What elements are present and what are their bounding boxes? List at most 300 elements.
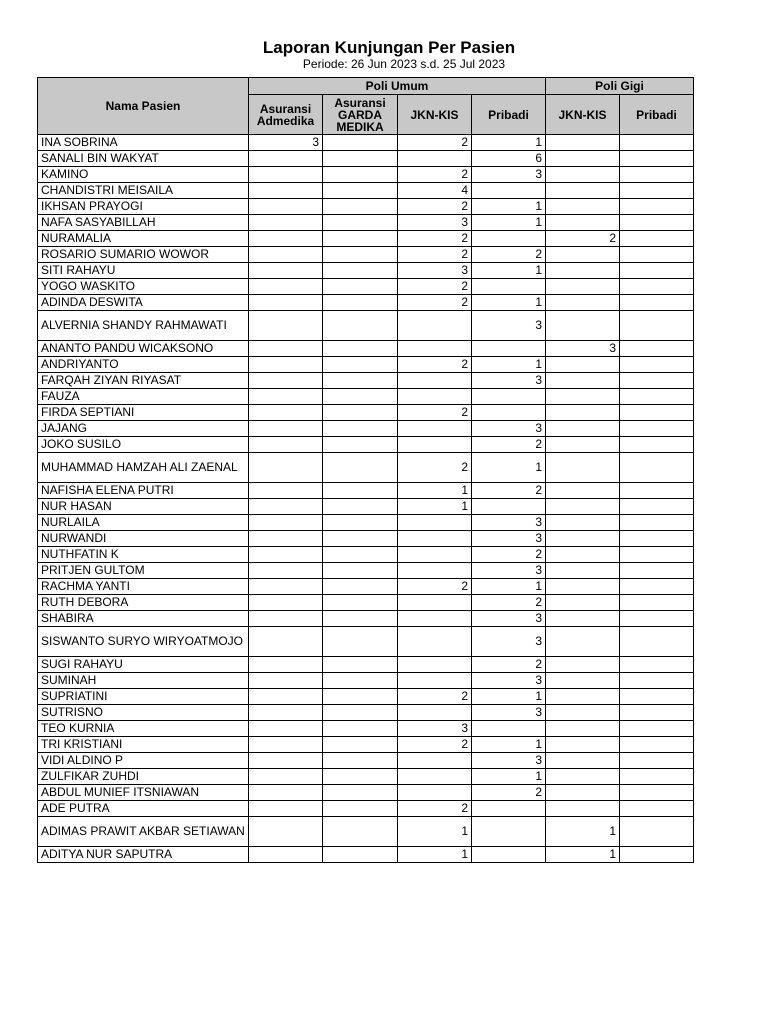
visit-count-cell (323, 311, 398, 341)
group-header-poli-umum: Poli Umum (249, 78, 546, 95)
visit-count-cell (620, 231, 694, 247)
visit-count-cell (546, 167, 620, 183)
visit-count-cell (620, 721, 694, 737)
patient-name-cell: TRI KRISTIANI (38, 737, 249, 753)
patient-name-cell: ZULFIKAR ZUHDI (38, 769, 249, 785)
visit-count-cell: 3 (398, 721, 472, 737)
patient-name-cell: FAUZA (38, 389, 249, 405)
visit-count-cell (472, 499, 546, 515)
visit-count-cell (398, 657, 472, 673)
visit-count-cell (323, 769, 398, 785)
visit-count-cell (249, 737, 323, 753)
visit-count-cell (249, 421, 323, 437)
visit-count-cell (398, 595, 472, 611)
table-row (38, 453, 694, 483)
visit-count-cell (620, 405, 694, 421)
table-row (38, 135, 694, 151)
visit-count-cell (620, 673, 694, 689)
visit-count-cell: 2 (398, 199, 472, 215)
visit-count-cell (620, 151, 694, 167)
table-row (38, 785, 694, 801)
patient-name-cell: ADINDA DESWITA (38, 295, 249, 311)
column-header-umum-admedika: Asuransi Admedika (249, 95, 323, 135)
visit-count-cell (398, 421, 472, 437)
visit-count-cell (620, 847, 694, 863)
visit-count-cell (323, 341, 398, 357)
visit-count-cell (546, 531, 620, 547)
visit-count-cell (546, 563, 620, 579)
visit-count-cell (323, 785, 398, 801)
visit-count-cell: 1 (398, 847, 472, 863)
visit-count-cell (620, 199, 694, 215)
visit-count-cell (546, 689, 620, 705)
visit-count-cell (323, 515, 398, 531)
visit-count-cell (323, 673, 398, 689)
visit-count-cell (323, 689, 398, 705)
visit-count-cell: 3 (546, 341, 620, 357)
report-title: Laporan Kunjungan Per Pasien (262, 38, 516, 57)
visit-count-cell (620, 611, 694, 627)
visit-count-cell: 3 (472, 373, 546, 389)
table-row (38, 705, 694, 721)
table-row (38, 215, 694, 231)
visit-count-cell (323, 547, 398, 563)
table-row (38, 721, 694, 737)
visit-count-cell: 1 (472, 263, 546, 279)
visit-count-cell: 3 (472, 627, 546, 657)
visit-count-cell (546, 753, 620, 769)
visit-count-cell (323, 199, 398, 215)
visit-count-cell (398, 437, 472, 453)
visit-count-cell (620, 295, 694, 311)
table-row (38, 801, 694, 817)
patient-name-cell: KAMINO (38, 167, 249, 183)
visit-count-cell: 3 (398, 263, 472, 279)
table-row (38, 295, 694, 311)
visit-count-cell (323, 753, 398, 769)
visit-count-cell (546, 673, 620, 689)
patient-name-cell: NURWANDI (38, 531, 249, 547)
column-header-umum-pribadi: Pribadi (472, 95, 546, 135)
visit-count-cell (323, 595, 398, 611)
patient-name-cell: SHABIRA (38, 611, 249, 627)
patient-name-cell: VIDI ALDINO P (38, 753, 249, 769)
visit-count-cell (472, 405, 546, 421)
visit-count-cell (546, 405, 620, 421)
visit-count-cell: 2 (398, 737, 472, 753)
visit-count-cell (398, 785, 472, 801)
visit-count-cell (546, 595, 620, 611)
visit-count-cell: 1 (398, 483, 472, 499)
table-row (38, 311, 694, 341)
visit-count-cell (472, 183, 546, 199)
visit-count-cell: 2 (472, 595, 546, 611)
visit-count-cell (249, 263, 323, 279)
visit-count-cell (249, 483, 323, 499)
visit-count-cell (546, 215, 620, 231)
visit-count-cell: 1 (472, 737, 546, 753)
table-row (38, 405, 694, 421)
visit-count-cell (398, 515, 472, 531)
visit-count-cell (323, 611, 398, 627)
visit-count-cell: 1 (472, 769, 546, 785)
visit-count-cell (620, 373, 694, 389)
table-row (38, 611, 694, 627)
group-header-poli-gigi: Poli Gigi (546, 78, 694, 95)
visit-count-cell (323, 405, 398, 421)
visit-count-cell (620, 247, 694, 263)
patient-name-cell: FARQAH ZIYAN RIYASAT (38, 373, 249, 389)
visit-count-cell (620, 453, 694, 483)
visit-count-cell: 6 (472, 151, 546, 167)
visit-count-cell (472, 801, 546, 817)
visit-count-cell: 1 (472, 135, 546, 151)
table-row (38, 247, 694, 263)
visit-count-cell (323, 421, 398, 437)
visit-count-cell (249, 183, 323, 199)
visit-count-cell (323, 279, 398, 295)
patient-name-cell: PRITJEN GULTOM (38, 563, 249, 579)
visit-count-cell: 3 (472, 705, 546, 721)
visit-count-cell (546, 183, 620, 199)
visit-count-cell (620, 595, 694, 611)
visit-count-cell (398, 341, 472, 357)
visit-count-cell (546, 199, 620, 215)
visit-count-cell (323, 389, 398, 405)
patient-name-cell: SUTRISNO (38, 705, 249, 721)
visit-count-cell (546, 437, 620, 453)
visit-count-cell (546, 135, 620, 151)
patient-name-cell: SUPRIATINI (38, 689, 249, 705)
visit-count-cell (620, 531, 694, 547)
column-header-umum-jkn-kis: JKN-KIS (398, 95, 472, 135)
table-row (38, 183, 694, 199)
visit-count-cell (398, 311, 472, 341)
visit-count-cell (323, 531, 398, 547)
table-row (38, 437, 694, 453)
table-row (38, 389, 694, 405)
visit-count-cell (546, 453, 620, 483)
column-header-gigi-jkn-kis: JKN-KIS (546, 95, 620, 135)
visit-count-cell (249, 247, 323, 263)
group-header-row (38, 78, 694, 95)
patient-name-cell: CHANDISTRI MEISAILA (38, 183, 249, 199)
visit-count-cell: 1 (472, 453, 546, 483)
visit-count-cell (249, 547, 323, 563)
table-row (38, 769, 694, 785)
visit-count-cell (398, 627, 472, 657)
visit-count-cell (620, 689, 694, 705)
visit-count-cell (620, 627, 694, 657)
patient-name-cell: NURAMALIA (38, 231, 249, 247)
visit-count-cell: 3 (472, 311, 546, 341)
table-row (38, 753, 694, 769)
visit-count-cell: 3 (472, 531, 546, 547)
visit-count-cell (620, 547, 694, 563)
visit-count-cell (620, 515, 694, 531)
visit-count-cell (546, 279, 620, 295)
visit-count-cell (620, 215, 694, 231)
visit-count-cell (472, 279, 546, 295)
visit-count-cell (398, 389, 472, 405)
visit-count-cell (398, 563, 472, 579)
visit-count-cell (323, 231, 398, 247)
visit-count-cell (620, 737, 694, 753)
visit-count-cell (249, 499, 323, 515)
patient-name-cell: ANANTO PANDU WICAKSONO (38, 341, 249, 357)
visit-count-cell (249, 453, 323, 483)
visit-count-cell (620, 483, 694, 499)
visit-count-cell (249, 847, 323, 863)
visit-count-cell (249, 595, 323, 611)
visit-count-cell: 2 (398, 167, 472, 183)
visit-count-cell (546, 151, 620, 167)
visit-count-cell (249, 769, 323, 785)
patient-name-cell: SUGI RAHAYU (38, 657, 249, 673)
visit-count-cell (620, 753, 694, 769)
visit-count-cell (620, 769, 694, 785)
visit-count-cell (620, 817, 694, 847)
visit-count-cell (323, 453, 398, 483)
patient-name-cell: IKHSAN PRAYOGI (38, 199, 249, 215)
visit-count-cell (620, 183, 694, 199)
visit-count-cell (546, 705, 620, 721)
visit-count-cell (620, 311, 694, 341)
visit-count-cell: 3 (398, 215, 472, 231)
visit-count-cell (472, 847, 546, 863)
table-row (38, 563, 694, 579)
patient-name-cell: NUTHFATIN K (38, 547, 249, 563)
visit-count-cell: 2 (398, 247, 472, 263)
visit-count-cell (249, 215, 323, 231)
visit-count-cell (323, 847, 398, 863)
visit-count-cell (398, 611, 472, 627)
visit-count-cell: 2 (398, 801, 472, 817)
patient-name-cell: ALVERNIA SHANDY RAHMAWATI (38, 311, 249, 341)
visit-count-cell (249, 167, 323, 183)
visit-count-cell (323, 373, 398, 389)
visit-count-cell (323, 499, 398, 515)
visit-count-cell (323, 627, 398, 657)
patient-name-cell: FIRDA SEPTIANI (38, 405, 249, 421)
visit-count-cell (249, 627, 323, 657)
visit-count-cell (249, 405, 323, 421)
patient-name-cell: SITI RAHAYU (38, 263, 249, 279)
visit-count-cell (323, 483, 398, 499)
visit-count-cell: 2 (398, 357, 472, 373)
visit-count-cell (249, 231, 323, 247)
visit-count-cell (249, 801, 323, 817)
visit-count-cell (546, 311, 620, 341)
visit-count-cell: 1 (546, 847, 620, 863)
visit-count-cell (249, 673, 323, 689)
visit-count-cell (323, 579, 398, 595)
visit-count-cell: 2 (398, 453, 472, 483)
visit-count-cell (249, 689, 323, 705)
visit-count-cell: 1 (472, 295, 546, 311)
patient-name-cell: ADE PUTRA (38, 801, 249, 817)
patient-name-cell: NURLAILA (38, 515, 249, 531)
table-row (38, 357, 694, 373)
visit-count-cell (323, 801, 398, 817)
visit-count-cell (323, 437, 398, 453)
table-row (38, 737, 694, 753)
visit-count-cell (249, 753, 323, 769)
visit-count-cell (546, 247, 620, 263)
table-row (38, 421, 694, 437)
column-header-gigi-pribadi: Pribadi (620, 95, 694, 135)
visit-count-cell (546, 499, 620, 515)
visit-count-cell: 3 (472, 515, 546, 531)
visit-count-cell: 2 (472, 547, 546, 563)
patient-name-cell: ABDUL MUNIEF ITSNIAWAN (38, 785, 249, 801)
table-row (38, 167, 694, 183)
patient-name-cell: INA SOBRINA (38, 135, 249, 151)
table-row (38, 263, 694, 279)
visit-count-cell (546, 785, 620, 801)
visit-count-cell (620, 705, 694, 721)
report-period: Periode: 26 Jun 2023 s.d. 25 Jul 2023 (302, 57, 506, 71)
visit-count-cell: 1 (546, 817, 620, 847)
table-row (38, 657, 694, 673)
visit-count-cell: 2 (472, 483, 546, 499)
visit-count-cell (620, 657, 694, 673)
visit-count-cell: 2 (398, 295, 472, 311)
visit-count-cell (249, 705, 323, 721)
table-row (38, 231, 694, 247)
visit-count-cell (620, 263, 694, 279)
name-column-header: Nama Pasien (38, 78, 249, 135)
table-row (38, 579, 694, 595)
visit-count-cell (249, 389, 323, 405)
visit-count-cell (249, 611, 323, 627)
visit-count-cell: 2 (398, 135, 472, 151)
table-header (38, 78, 694, 135)
visit-count-cell (398, 673, 472, 689)
visit-count-cell (249, 199, 323, 215)
visit-count-cell (546, 721, 620, 737)
patient-name-cell: JAJANG (38, 421, 249, 437)
visit-count-cell (472, 231, 546, 247)
table-row (38, 515, 694, 531)
table-row (38, 483, 694, 499)
visit-count-cell: 2 (546, 231, 620, 247)
visit-count-cell (620, 579, 694, 595)
visit-count-cell (398, 705, 472, 721)
visit-count-cell (323, 295, 398, 311)
visit-count-cell (620, 437, 694, 453)
visit-count-cell (546, 515, 620, 531)
visit-count-cell (323, 657, 398, 673)
visit-count-cell (249, 341, 323, 357)
visit-count-cell (323, 247, 398, 263)
table-row (38, 341, 694, 357)
visit-count-cell (546, 801, 620, 817)
visit-count-cell (249, 579, 323, 595)
visit-count-cell (620, 785, 694, 801)
visit-count-cell: 2 (398, 279, 472, 295)
visit-count-cell (620, 279, 694, 295)
visit-count-cell (398, 547, 472, 563)
visit-count-cell (546, 295, 620, 311)
patient-name-cell: RACHMA YANTI (38, 579, 249, 595)
visit-count-cell (398, 373, 472, 389)
visit-count-cell (323, 817, 398, 847)
visit-count-cell (546, 389, 620, 405)
visit-count-cell: 3 (472, 673, 546, 689)
table-row (38, 627, 694, 657)
visit-count-cell: 1 (398, 499, 472, 515)
column-header-umum-garda-medika: Asuransi GARDA MEDIKA (323, 95, 398, 135)
visit-count-cell: 4 (398, 183, 472, 199)
visit-count-cell (323, 737, 398, 753)
patient-name-cell: MUHAMMAD HAMZAH ALI ZAENAL (38, 453, 249, 483)
table-row (38, 199, 694, 215)
patient-name-cell: ROSARIO SUMARIO WOWOR (38, 247, 249, 263)
table-row (38, 531, 694, 547)
visit-count-cell (323, 183, 398, 199)
visit-count-cell (620, 357, 694, 373)
visit-count-cell (472, 721, 546, 737)
table-row (38, 817, 694, 847)
visit-count-cell (249, 295, 323, 311)
visit-count-cell (620, 389, 694, 405)
visit-count-cell: 1 (472, 199, 546, 215)
visit-count-cell (546, 627, 620, 657)
patient-name-cell: YOGO WASKITO (38, 279, 249, 295)
visit-count-cell (546, 373, 620, 389)
visit-count-cell (249, 531, 323, 547)
visit-count-cell: 2 (472, 785, 546, 801)
table-row (38, 151, 694, 167)
table-row (38, 847, 694, 863)
visit-count-cell: 3 (472, 611, 546, 627)
visit-count-cell (398, 151, 472, 167)
visit-count-cell (620, 341, 694, 357)
visit-count-cell: 3 (472, 167, 546, 183)
visit-count-cell: 1 (472, 215, 546, 231)
visit-count-cell (620, 499, 694, 515)
visit-count-cell: 1 (398, 817, 472, 847)
visit-count-cell (249, 279, 323, 295)
visit-count-cell (323, 357, 398, 373)
table-row (38, 547, 694, 563)
table-row (38, 499, 694, 515)
visit-count-cell (546, 263, 620, 279)
visit-count-cell (620, 135, 694, 151)
visit-count-cell (249, 657, 323, 673)
visit-count-cell: 1 (472, 689, 546, 705)
visit-count-cell (546, 357, 620, 373)
visit-count-cell: 3 (472, 753, 546, 769)
patient-name-cell: NAFISHA ELENA PUTRI (38, 483, 249, 499)
visit-count-cell (249, 437, 323, 453)
visit-count-cell (249, 357, 323, 373)
visit-count-cell: 1 (472, 357, 546, 373)
visit-count-cell (546, 769, 620, 785)
visit-count-cell: 3 (472, 421, 546, 437)
visit-count-cell: 2 (398, 231, 472, 247)
visit-count-cell (398, 531, 472, 547)
visit-count-cell: 2 (398, 689, 472, 705)
visit-count-cell (546, 737, 620, 753)
patient-name-cell: ADITYA NUR SAPUTRA (38, 847, 249, 863)
visit-count-cell (546, 579, 620, 595)
visit-table (37, 77, 694, 863)
patient-name-cell: NAFA SASYABILLAH (38, 215, 249, 231)
patient-name-cell: ADIMAS PRAWIT AKBAR SETIAWAN (38, 817, 249, 847)
visit-count-cell: 2 (472, 657, 546, 673)
